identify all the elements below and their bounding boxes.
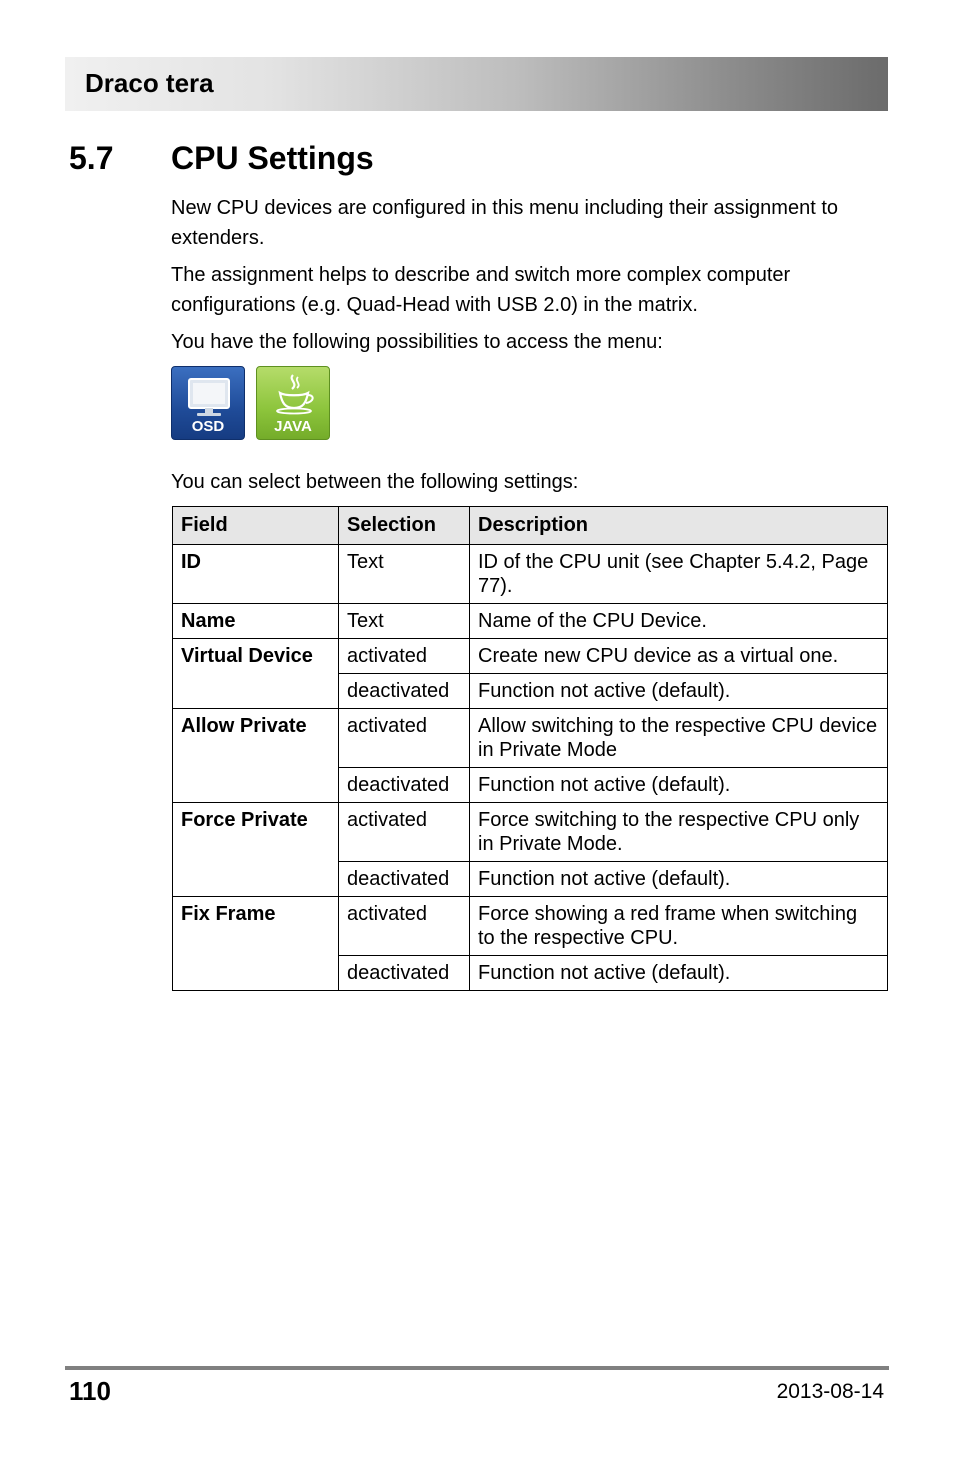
osd-icon-label: OSD <box>191 418 225 435</box>
column-header-selection: Selection <box>339 507 470 545</box>
table-header-row <box>173 507 888 545</box>
settings-intro-paragraph: You can select between the following settings: <box>171 471 579 493</box>
section-number: 5.7 <box>69 140 114 176</box>
column-header-description: Description <box>470 507 888 545</box>
selection-cell: activated <box>339 803 470 862</box>
section-title: CPU Settings <box>171 140 374 176</box>
description-cell: ID of the CPU unit (see Chapter 5.4.2, Page 77). <box>470 545 888 604</box>
footer-rule <box>65 1366 889 1370</box>
table-row <box>173 803 888 862</box>
description-cell: Allow switching to the respective CPU device in Private Mode <box>470 709 888 768</box>
selection-cell: Text <box>339 545 470 604</box>
description-cell: Create new CPU device as a virtual one. <box>470 639 888 674</box>
osd-monitor-icon <box>171 366 245 440</box>
java-icon-label: JAVA <box>274 418 312 435</box>
description-cell: Force switching to the respective CPU only in Private Mode. <box>470 803 888 862</box>
selection-cell: activated <box>339 709 470 768</box>
description-cell: Name of the CPU Device. <box>470 604 888 639</box>
selection-cell: activated <box>339 639 470 674</box>
page-date: 2013-08-14 <box>776 1380 884 1403</box>
field-cell: Name <box>173 604 339 639</box>
table-row <box>173 545 888 604</box>
field-cell: Allow Private <box>173 709 339 803</box>
selection-cell: deactivated <box>339 862 470 897</box>
field-cell: Force Private <box>173 803 339 897</box>
table-row <box>173 604 888 639</box>
selection-cell: deactivated <box>339 768 470 803</box>
description-cell: Force showing a red frame when switching to the respective CPU. <box>470 897 888 956</box>
java-cup-icon <box>256 366 330 440</box>
description-cell: Function not active (default). <box>470 768 888 803</box>
intro-paragraph: New CPU devices are configured in this menu including their assignment to extenders. <box>171 197 839 249</box>
table-row <box>173 709 888 768</box>
field-cell: Virtual Device <box>173 639 339 709</box>
field-cell: ID <box>173 545 339 604</box>
assignment-paragraph: The assignment helps to describe and switch more complex computer configurations (e.g. Quad-Head with USB 2.0) in the matrix. <box>171 264 791 316</box>
field-cell: Fix Frame <box>173 897 339 991</box>
cpu-settings-table <box>172 506 888 991</box>
description-cell: Function not active (default). <box>470 956 888 991</box>
selection-cell: Text <box>339 604 470 639</box>
table-row <box>173 639 888 674</box>
column-header-field: Field <box>173 507 339 545</box>
header-title: Draco tera <box>85 68 214 98</box>
selection-cell: activated <box>339 897 470 956</box>
description-cell: Function not active (default). <box>470 862 888 897</box>
page-number: 110 <box>69 1376 111 1406</box>
selection-cell: deactivated <box>339 956 470 991</box>
description-cell: Function not active (default). <box>470 674 888 709</box>
table-row <box>173 897 888 956</box>
selection-cell: deactivated <box>339 674 470 709</box>
access-paragraph: You have the following possibilities to access the menu: <box>171 331 663 353</box>
header-band <box>65 57 888 111</box>
